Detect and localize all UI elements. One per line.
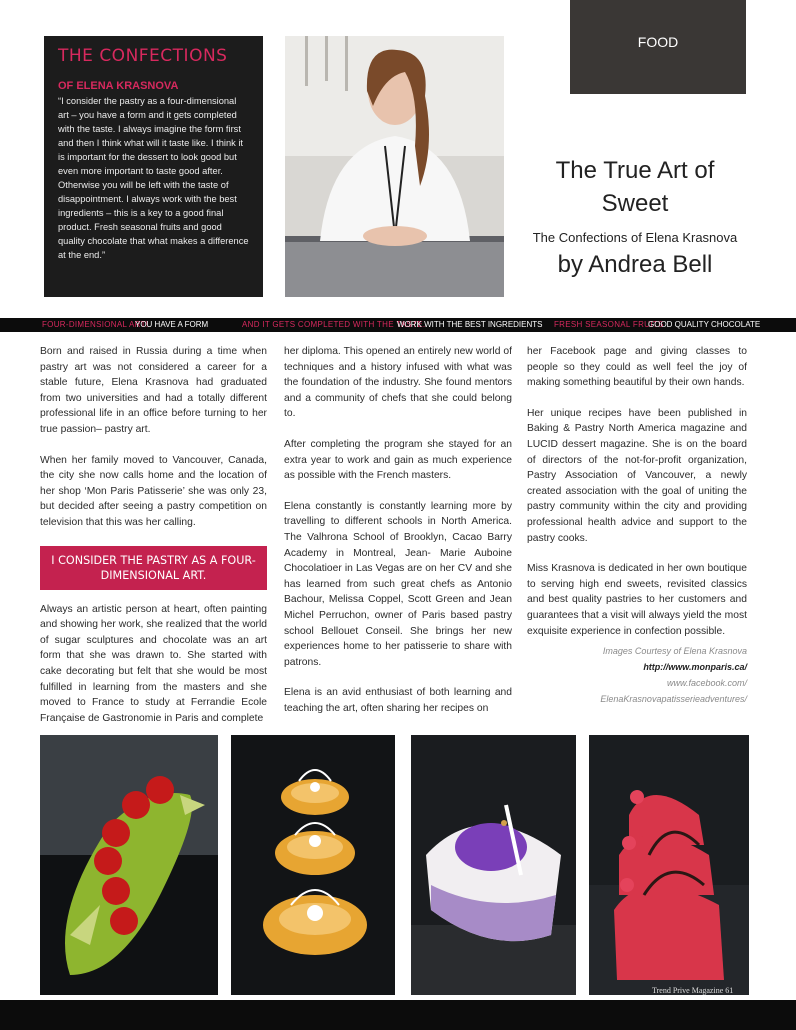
credits-link[interactable]: http://www.monparis.ca/ (643, 662, 747, 673)
chef-portrait-photo (285, 36, 504, 297)
credits-link[interactable]: www.facebook.com/ (666, 678, 747, 689)
paragraph: Miss Krasnova is dedicated in her own boutique to serving high end sweets, revisited classics and best quality pastries to her customers and guarantees that a visit will always yield the most exquisite experience in confection possible. (527, 563, 747, 637)
article-title-block (510, 154, 760, 279)
dessert-photo-purple-cake (411, 735, 576, 995)
paragraph: When her family moved to Vancouver, Canada, the city she now calls home and the location of her shop ‘Mon Paris Patisserie’ she was only 23, but decided after seeing a pastry competition on television that this was her calling. (40, 454, 267, 528)
banner-segment-1-text: YOU HAVE A FORM (135, 320, 209, 329)
sidebar-quote: “I consider the pastry as a four-dimensional art – you have a form and it gets completed with the taste. I always imagine the form first and then I think what will it taste like. I think it is important for the dessert to look good but even more important to taste good after. Otherwise you will be left with the taste of disappointment. I always work with the best ingredients – this is a key to a good final product. Fresh seasonal fruits and good quality chocolate that what makes a difference at the end.” (58, 96, 249, 260)
banner-segment-2-accent: AND IT GETS COMPLETED WITH THE TASTE. (242, 320, 426, 329)
magazine-footer-label: Trend Prive Magazine 61 (652, 986, 734, 995)
section-label: FOOD (637, 34, 679, 50)
quote-banner (0, 318, 796, 332)
paragraph: Elena is an avid enthusiast of both learning and teaching the art, often sharing her recipes on (284, 687, 512, 714)
article-column-1 (40, 344, 267, 741)
image-credits (527, 643, 747, 707)
banner-segment-3-accent: FRESH SEASONAL FRUITS (554, 320, 664, 329)
article-byline: by Andrea Bell (557, 251, 713, 278)
dessert-photo-cherry-log (40, 735, 218, 995)
sidebar-title: THE CONFECTIONS (58, 46, 228, 66)
article-subtitle: The Confections of Elena Krasnova (532, 230, 738, 245)
intro-sidebar (44, 36, 263, 297)
paragraph: Born and raised in Russia during a time when pastry art was not considered a career for a stable future, Elena Krasnova had graduated from two universities and had a totally different professional life in an office before turning to her true passion– pastry art. (40, 346, 267, 435)
paragraph: Always an artistic person at heart, often painting and showing her work, she realized that the world of sugar sculptures and chocolate was an art form that she was drawn to. She started with cake decorating but felt that she would be most fulfilled in learning from the masters and she moved to France to study at Ferrandie Ecole Française de Gastronomie in Paris and complete (40, 603, 267, 724)
paragraph: her diploma. This opened an entirely new world of techniques and a history infused with what was the foundation of the industry. She found mentors and a community of chefs that she could belong to. (284, 346, 512, 420)
article-column-3 (527, 344, 747, 707)
section-tag (570, 0, 746, 94)
article-title-line-1: The True Art of (555, 157, 715, 184)
credits-link[interactable]: ElenaKrasnovapatisserieadventures/ (600, 694, 747, 705)
paragraph: Her unique recipes have been published in Baking & Pastry North America magazine and LUCID dessert magazine. She is on the board of directors of the not-for-profit organization, Pastry Association of Vancouver, a newly created association with the goal of uniting the pastry community within the city and providing professional health advice and support to the pastry cooks. (527, 407, 747, 544)
paragraph: Elena constantly is constantly learning more by travelling to different schools in North America. The Valhrona School of Brooklyn, Cacao Barry Academy in Montreal, Jean- Marie Auboine Chocolatioer in Las Vegas are on her CV and she has learned from such great chefs as Antonio Bachour, Melissa Coppel, Scott Green and Jean Michel Perruchon, owner of Paris based pastry school Bellouet Conseil. She brings her new experiences home to her patisserie to share with patrons. (284, 500, 512, 668)
dessert-photo-red-bags (589, 735, 749, 995)
pull-quote: I CONSIDER THE PASTRY AS A FOUR-DIMENSIONAL ART. (40, 546, 267, 590)
sidebar-subtitle: OF ELENA KRASNOVA (58, 80, 179, 92)
article-column-2 (284, 344, 512, 731)
paragraph: her Facebook page and giving classes to people so they could as well feel the joy of making something beautiful by their own hands. (527, 346, 747, 389)
banner-segment-3-text: GOOD QUALITY CHOCOLATE (648, 320, 761, 329)
credits-line: Images Courtesy of Elena Krasnova (602, 646, 747, 657)
dessert-photo-tartlets (231, 735, 395, 995)
banner-segment-1-accent: FOUR-DIMENSIONAL ART! (42, 320, 149, 329)
paragraph: After completing the program she stayed for an extra year to work and gain as much experience as possible with the French masters. (284, 438, 512, 482)
article-title-line-2: Sweet (601, 190, 669, 217)
banner-segment-2-text: WORK WITH THE BEST INGREDIENTS (397, 320, 543, 329)
footer-bar (0, 1000, 796, 1030)
